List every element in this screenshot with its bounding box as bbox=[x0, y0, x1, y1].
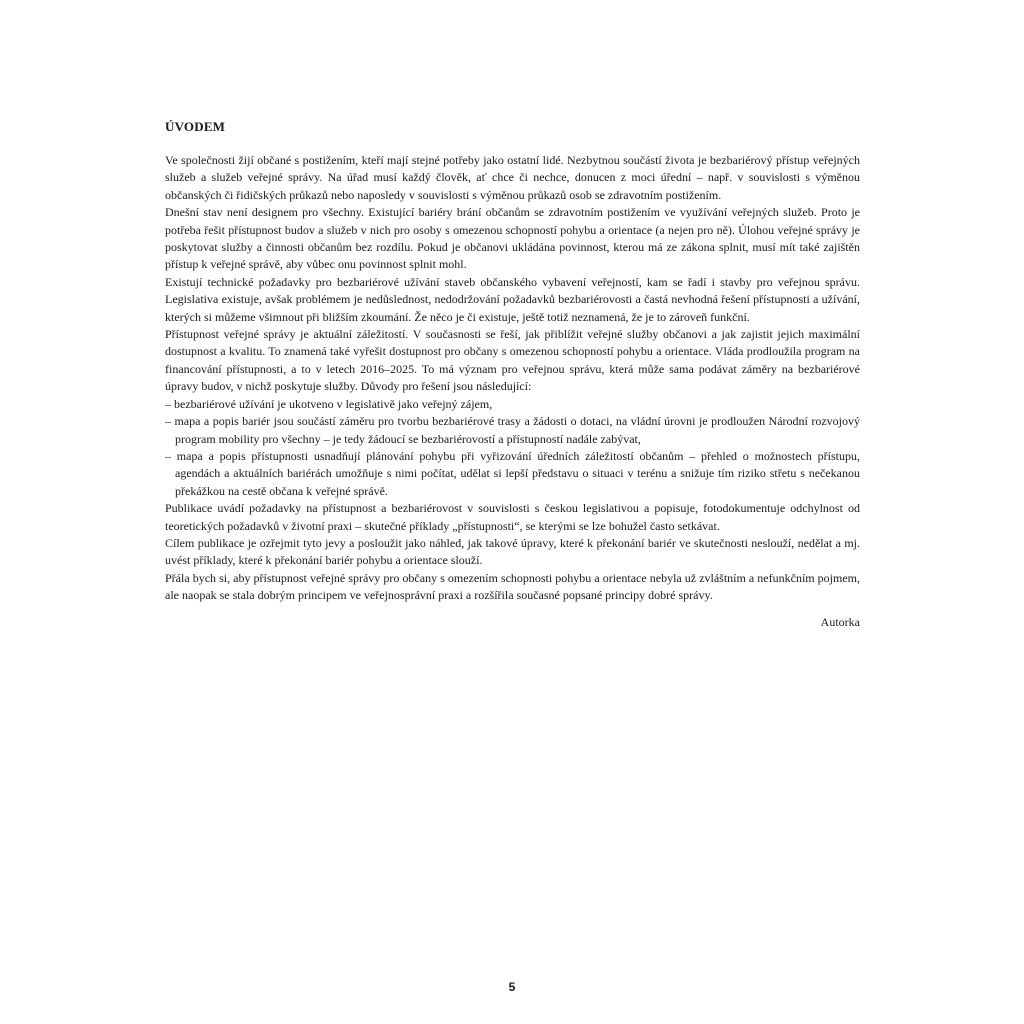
paragraph-accessibility-topical: Přístupnost veřejné správy je aktuální záležitostí. V současnosti se řeší, jak přiblížit veřejné služby občanovi a jak zajistit jejich maximální dostupnost a kvalitu. To znamená také vyřešit dostupnost pro občany s omezenou schopností pohybu a orientace. Vláda prodloužila program na financování přístupnosti, a to v letech 2016–2025. To má význam pro veřejnou správu, která může sama podávat záměry na bezbariérové úpravy budov, v nichž poskytuje služby. Důvody pro řešení jsou následující: bbox=[165, 327, 860, 394]
paragraph-technical-requirements: Existují technické požadavky pro bezbariérové užívání staveb občanského vybavení veřejností, kam se řadí i stavby pro veřejnou správu. Legislativa existuje, avšak problémem je nedůslednost, nedodržování požadavků bezbariérovosti a častá nevhodná řešení přístupnosti a užívání, kterých si můžeme všimnout při bližším zkoumání. Že něco je či existuje, ještě totiž neznamená, že je to zároveň funkční. bbox=[165, 274, 860, 324]
paragraph-intro: Ve společnosti žijí občané s postižením, kteří mají stejné potřeby jako ostatní lidé. Nezbytnou součástí života je bezbariérový přístup veřejných služeb a služeb veřejné správy. Na úřad musí každý člověk, ať chce či nechce, donucen z moci úřední – např. v souvislosti s výměnou občanských či řidičských průkazů nebo naposledy v souvislosti s výměnou průkazů osob se zdravotním postižením. bbox=[165, 153, 860, 202]
author-signature: Autorka bbox=[820, 614, 860, 629]
section-heading: ÚVODEM bbox=[165, 119, 226, 134]
page-content bbox=[165, 118, 860, 631]
reasons-list bbox=[165, 396, 860, 500]
paragraph-publication-goal: Cílem publikace je ozřejmit tyto jevy a posloužit jako náhled, jak takové úpravy, které k překonání bariér ve skutečnosti neslouží, nedělat a mj. uvést příklady, které k překonání bariér pohybu a orientace slouží. bbox=[165, 535, 860, 568]
paragraph-author-wish: Přála bych si, aby přístupnost veřejné správy pro občany s omezením schopnosti pohybu a orientace nebyla už zvláštním a nefunkčním pojmem, ale naopak se stala dobrým principem ve veřejnosprávní praxi a rozšířila současné popsané principy dobré správy. bbox=[165, 570, 860, 603]
list-item: – mapa a popis bariér jsou součástí záměru pro tvorbu bezbariérové trasy a žádosti o dotaci, na vládní úrovni je prodloužen Národní rozvojový program mobility pro všechny – je tedy žádoucí se bezbariérovostí a přístupností nadále zabývat, bbox=[165, 414, 860, 446]
paragraph-publication-scope: Publikace uvádí požadavky na přístupnost a bezbariérovost v souvislosti s českou legislativou a popisuje, fotodokumentuje odchylnost od teoretických požadavků v životní praxi – skutečné příklady „přístupnosti“, se kterými se lze bohužel často setkávat. bbox=[165, 501, 860, 533]
page-number: 5 bbox=[508, 980, 516, 994]
list-item: – bezbariérové užívání je ukotveno v legislativě jako veřejný zájem, bbox=[165, 396, 493, 411]
list-item: – mapa a popis přístupnosti usnadňují plánování pohybu při vyřizování úředních záležitostí občanům – přehled o možnostech přístupu, agendách a aktuálních bariérách umožňuje s nimi počítat, udělat si lepší představu o situaci v terénu a snižuje tím riziko střetu s nečekanou překážkou na cestě občana k veřejné správě. bbox=[165, 448, 860, 498]
paragraph-current-state: Dnešní stav není designem pro všechny. Existující bariéry brání občanům se zdravotním postižením ve využívání veřejných služeb. Proto je potřeba řešit přístupnost budov a služeb v nich pro osoby s omezenou schopností pohybu a orientace (a nejen pro ně). Úlohou veřejné správy je poskytovat služby a činnosti občanům bez rozdílu. Pokud je občanovi ukládána povinnost, kterou má ze zákona splnit, musí mít také zajištěn přístup k veřejné správě, aby vůbec onu povinnost splnit mohl. bbox=[165, 205, 860, 272]
